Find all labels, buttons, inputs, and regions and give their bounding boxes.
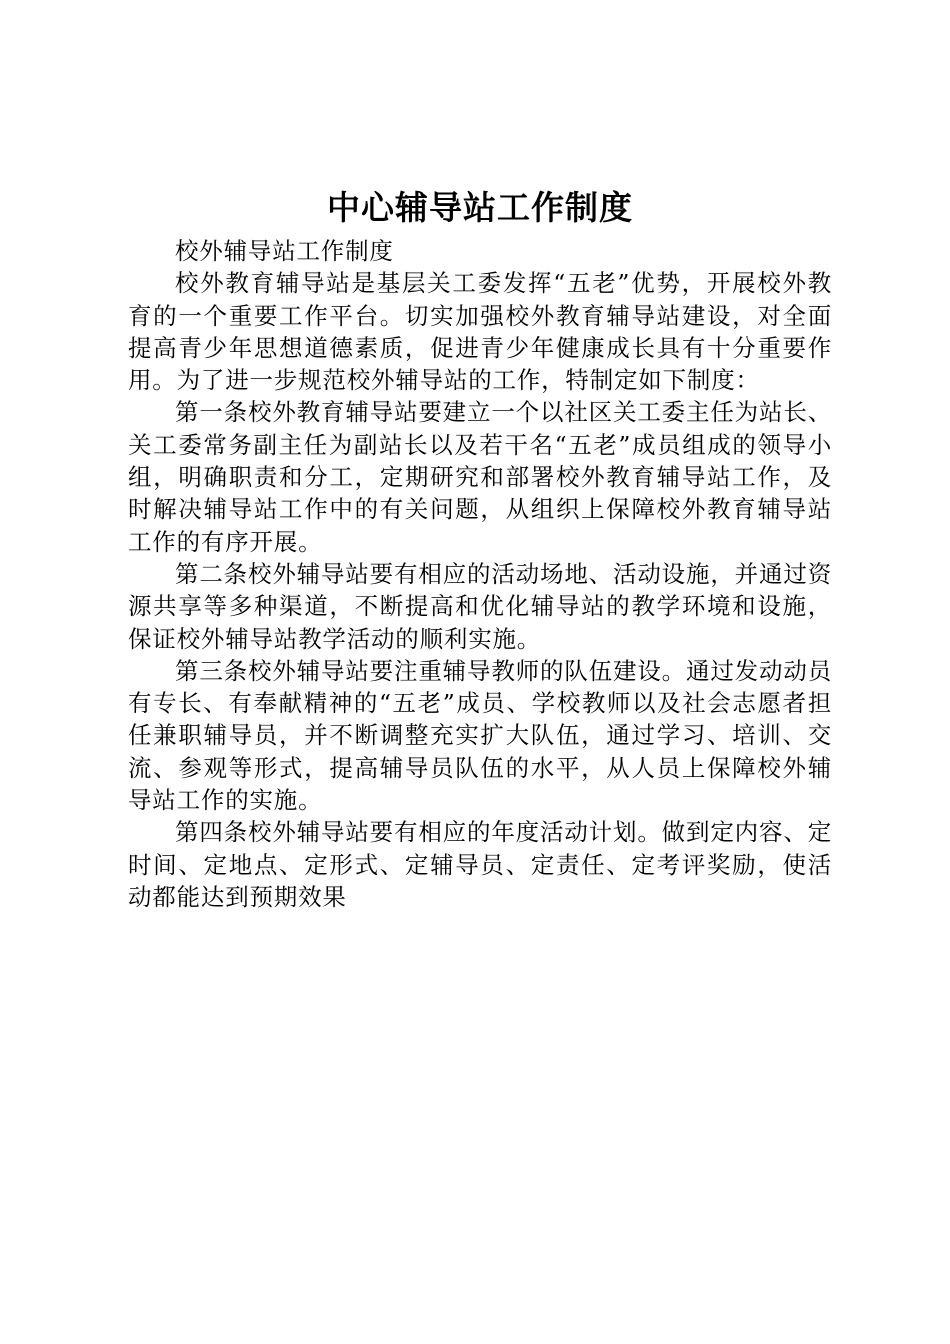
subtitle-paragraph: 校外辅导站工作制度 [175, 237, 394, 265]
article-4-paragraph: 第四条校外辅导站要有相应的年度活动计划。做到定内容、定时间、定地点、定形式、定辅导员、定责任、定考评奖励，使活动都能达到预期效果 [128, 818, 832, 911]
document-body [128, 235, 832, 913]
article-3-paragraph: 第三条校外辅导站要注重辅导教师的队伍建设。通过发动动员有专长、有奉献精神的“五老”成员、学校教师以及社会志愿者担任兼职辅导员，并不断调整充实扩大队伍，通过学习、培训、交流、参观等形式，提高辅导员队伍的水平，从人员上保障校外辅导站工作的实施。 [128, 656, 832, 815]
article-1-paragraph: 第一条校外教育辅导站要建立一个以社区关工委主任为站长、关工委常务副主任为副站长以及若干名“五老”成员组成的领导小组，明确职责和分工，定期研究和部署校外教育辅导站工作，及时解决辅导站工作中的有关问题，从组织上保障校外教育辅导站工作的有序开展。 [128, 398, 832, 556]
intro-paragraph: 校外教育辅导站是基层关工委发挥“五老”优势，开展校外教育的一个重要工作平台。切实加强校外教育辅导站建设，对全面提高青少年思想道德素质，促进青少年健康成长具有十分重要作用。为了进一步规范校外辅导站的工作，特制定如下制度： [128, 269, 832, 395]
document-title: 中心辅导站工作制度 [327, 188, 633, 227]
article-2-paragraph: 第二条校外辅导站要有相应的活动场地、活动设施，并通过资源共享等多种渠道，不断提高和优化辅导站的教学环境和设施，保证校外辅导站教学活动的顺利实施。 [128, 559, 832, 653]
